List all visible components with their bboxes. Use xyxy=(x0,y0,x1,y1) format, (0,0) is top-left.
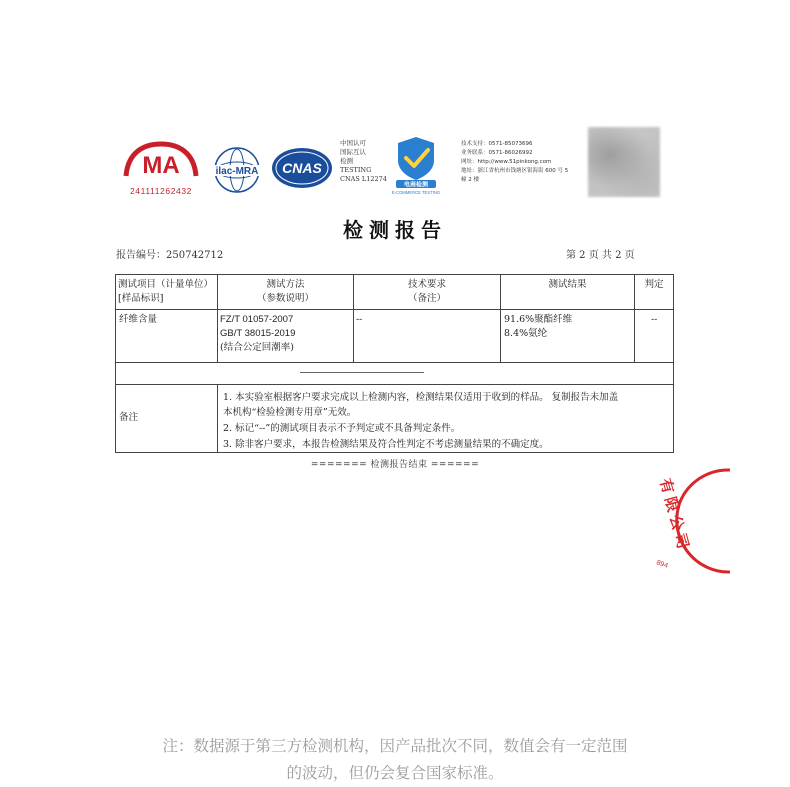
company-seal xyxy=(620,462,730,582)
note-line: 的波动，但仍会复合国家标准。 xyxy=(286,764,504,782)
contact-line: 地址：浙江省杭州市钱塘区银海街 600 号 5 xyxy=(461,168,569,174)
report-title: 检测报告 xyxy=(343,218,447,242)
row-result xyxy=(504,313,632,341)
blurred-qr-code xyxy=(588,127,660,197)
ecommerce-testing-logo xyxy=(388,134,444,196)
note-line: 注：数据源于第三方检测机构，因产品批次不同，数值会有一定范围 xyxy=(162,737,628,755)
row-judgement: -- xyxy=(651,314,658,325)
cnas-text-line: 国际互认 xyxy=(340,148,366,156)
header-text: 技术要求 xyxy=(407,279,446,290)
cnas-accreditation-text xyxy=(340,139,390,184)
contact-line: 幢 2 楼 xyxy=(461,177,479,183)
contact-info xyxy=(461,140,586,185)
results-table xyxy=(115,274,674,453)
row-item: 纤维含量 xyxy=(119,314,158,325)
report-end-line: ======= 检测报告结束 ====== xyxy=(310,460,480,470)
method-line: FZ/T 01057-2007 xyxy=(220,314,294,325)
disclaimer-note xyxy=(0,733,790,787)
result-line: 8.4%氨纶 xyxy=(504,328,548,339)
remark-line-2: 2. 标记“--”的测试项目表示不予判定或不具备判定条件。 xyxy=(223,423,461,434)
result-line: 91.6%聚酯纤维 xyxy=(504,314,573,325)
cnas-text-line: 检测 xyxy=(340,157,353,165)
contact-line: 业务联系：0571-86026992 xyxy=(461,150,533,156)
contact-line: 网址：http://www.51pinkong.com xyxy=(461,159,552,165)
header-result: 测试结果 xyxy=(548,279,587,290)
ecommerce-label-en: E-COMMERCE TESTING xyxy=(391,190,441,195)
header-text: （参数说明） xyxy=(256,293,314,304)
header-requirement xyxy=(354,278,500,306)
cma-number: 241111262432 xyxy=(129,186,193,196)
cma-label: MA xyxy=(142,152,180,179)
remark-line-1b: 本机构“检验检测专用章”无效。 xyxy=(223,407,357,418)
header-text: （备注） xyxy=(407,293,446,304)
report-number: 报告编号：250742712 xyxy=(116,250,224,261)
cnas-text-line: CNAS L12274 xyxy=(340,175,387,183)
method-line: GB/T 38015-2019 xyxy=(220,328,296,339)
row-requirement: -- xyxy=(356,314,363,325)
header-test-method xyxy=(218,278,353,306)
header-judgement: 判定 xyxy=(644,279,664,290)
cnas-text-line: TESTING xyxy=(340,166,372,174)
page-info: 第 2 页 共 2 页 xyxy=(566,250,635,261)
cnas-label: CNAS xyxy=(282,160,322,176)
row-method xyxy=(220,313,352,355)
ilac-label: ilac-MRA xyxy=(215,166,259,177)
header-text: 测试项目（计量单位） xyxy=(118,279,214,290)
ilac-mra-logo xyxy=(208,146,266,194)
remark-label: 备注 xyxy=(119,412,139,423)
seal-number: 894 xyxy=(655,559,669,570)
ecommerce-label-cn: 电商检测 xyxy=(403,181,429,189)
method-line: (结合公定回潮率) xyxy=(220,342,294,353)
contact-line: 技术支持：0571-85073696 xyxy=(461,141,533,147)
cnas-text-line: 中国认可 xyxy=(340,139,366,147)
remark-line-1: 1. 本实验室根据客户要求完成以上检测内容，检测结果仅适用于收到的样品。 复制报告未加盖 xyxy=(223,392,619,403)
seal-text: 有限公司 xyxy=(656,476,694,555)
header-test-item xyxy=(118,278,216,306)
cma-logo xyxy=(120,138,202,200)
header-text: 测试方法 xyxy=(266,279,305,290)
header-text: [样品标识] xyxy=(118,293,164,304)
cnas-logo xyxy=(270,146,334,190)
remark-line-3: 3. 除非客户要求，本报告检测结果及符合性判定不考虑测量结果的不确定度。 xyxy=(223,439,549,450)
